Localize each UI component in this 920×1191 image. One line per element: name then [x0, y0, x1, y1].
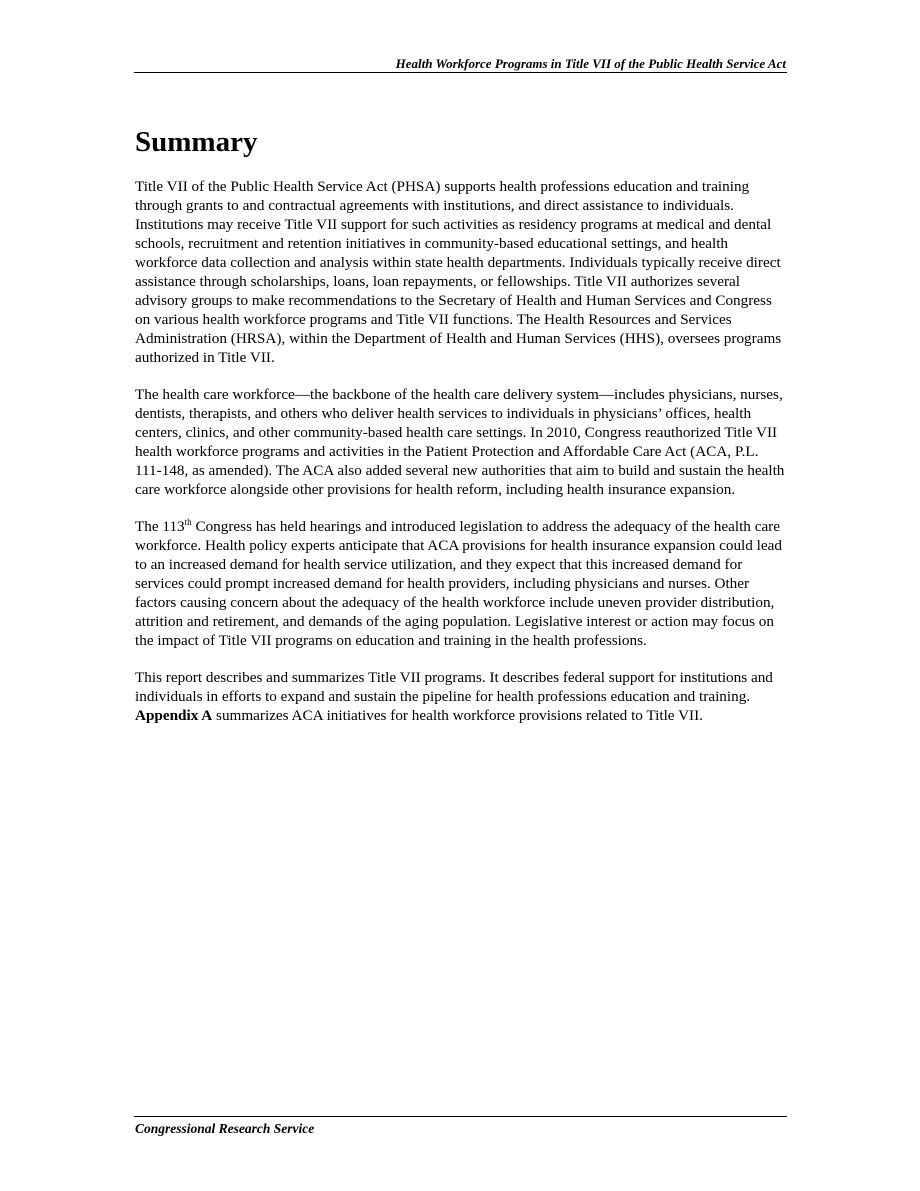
paragraph-text: Congress has held hearings and introduced legislation to address the adequacy of the health care workforce. Health policy experts anticipate that ACA provisions for health insurance expansion could lead to an increased demand for health service utilization, and they expect that this increased demand for services could prompt increased demand for health providers, including physicians and nurses. Other factors causing concern about the adequacy of the health workforce include uneven provider distribution, attrition and retirement, and demands of the aging population. Legislative interest or action may focus on the impact of Title VII programs on education and training in the health professions. — [135, 518, 782, 649]
header-divider — [134, 72, 787, 73]
paragraph-text: This report describes and summarizes Title VII programs. It describes federal support for institutions and individuals in efforts to expand and sustain the pipeline for health professions education and training. — [135, 669, 773, 705]
summary-body — [135, 177, 787, 743]
paragraph-health-care-workforce: The health care workforce—the backbone of the health care delivery system—includes physicians, nurses, dentists, therapists, and others who deliver health services to individuals in physicians’ offices, health centers, clinics, and other community-based health care settings. In 2010, Congress reauthorized Title VII health workforce programs and activities in the Patient Protection and Affordable Care Act (ACA, P.L. 111-148, as amended). The ACA also added several new authorities that aim to build and sustain the health care workforce alongside other provisions for health reform, including health insurance expansion. — [135, 386, 785, 498]
ordinal-superscript: th — [184, 517, 192, 527]
paragraph-text: The 113 — [135, 518, 185, 535]
paragraph-title-vii-overview: Title VII of the Public Health Service Act (PHSA) supports health professions education and training through grants to and contractual agreements with institutions, and direct assistance to individuals. Institutions may receive Title VII support for such activities as residency programs at medical and dental schools, recruitment and retention initiatives in community-based educational settings, and health workforce data collection and analysis within state health departments. Individuals typically receive direct assistance through scholarships, loans, loan repayments, or fellowships. Title VII authorizes several advisory groups to make recommendations to the Secretary of Health and Human Services and Congress on various health workforce programs and Title VII functions. The Health Resources and Services Administration (HRSA), within the Department of Health and Human Services (HHS), oversees programs authorized in Title VII. — [135, 178, 782, 366]
footer-divider — [134, 1116, 787, 1117]
paragraph-report-description — [135, 668, 787, 725]
paragraph-text: summarizes ACA initiatives for health workforce provisions related to Title VII. — [212, 707, 703, 724]
footer-organization: Congressional Research Service — [135, 1121, 315, 1136]
appendix-a-reference[interactable]: Appendix A — [135, 707, 213, 724]
page-title: Summary — [135, 126, 258, 158]
running-header: Health Workforce Programs in Title VII of the Public Health Service Act — [395, 56, 786, 71]
paragraph-113th-congress — [135, 517, 787, 650]
